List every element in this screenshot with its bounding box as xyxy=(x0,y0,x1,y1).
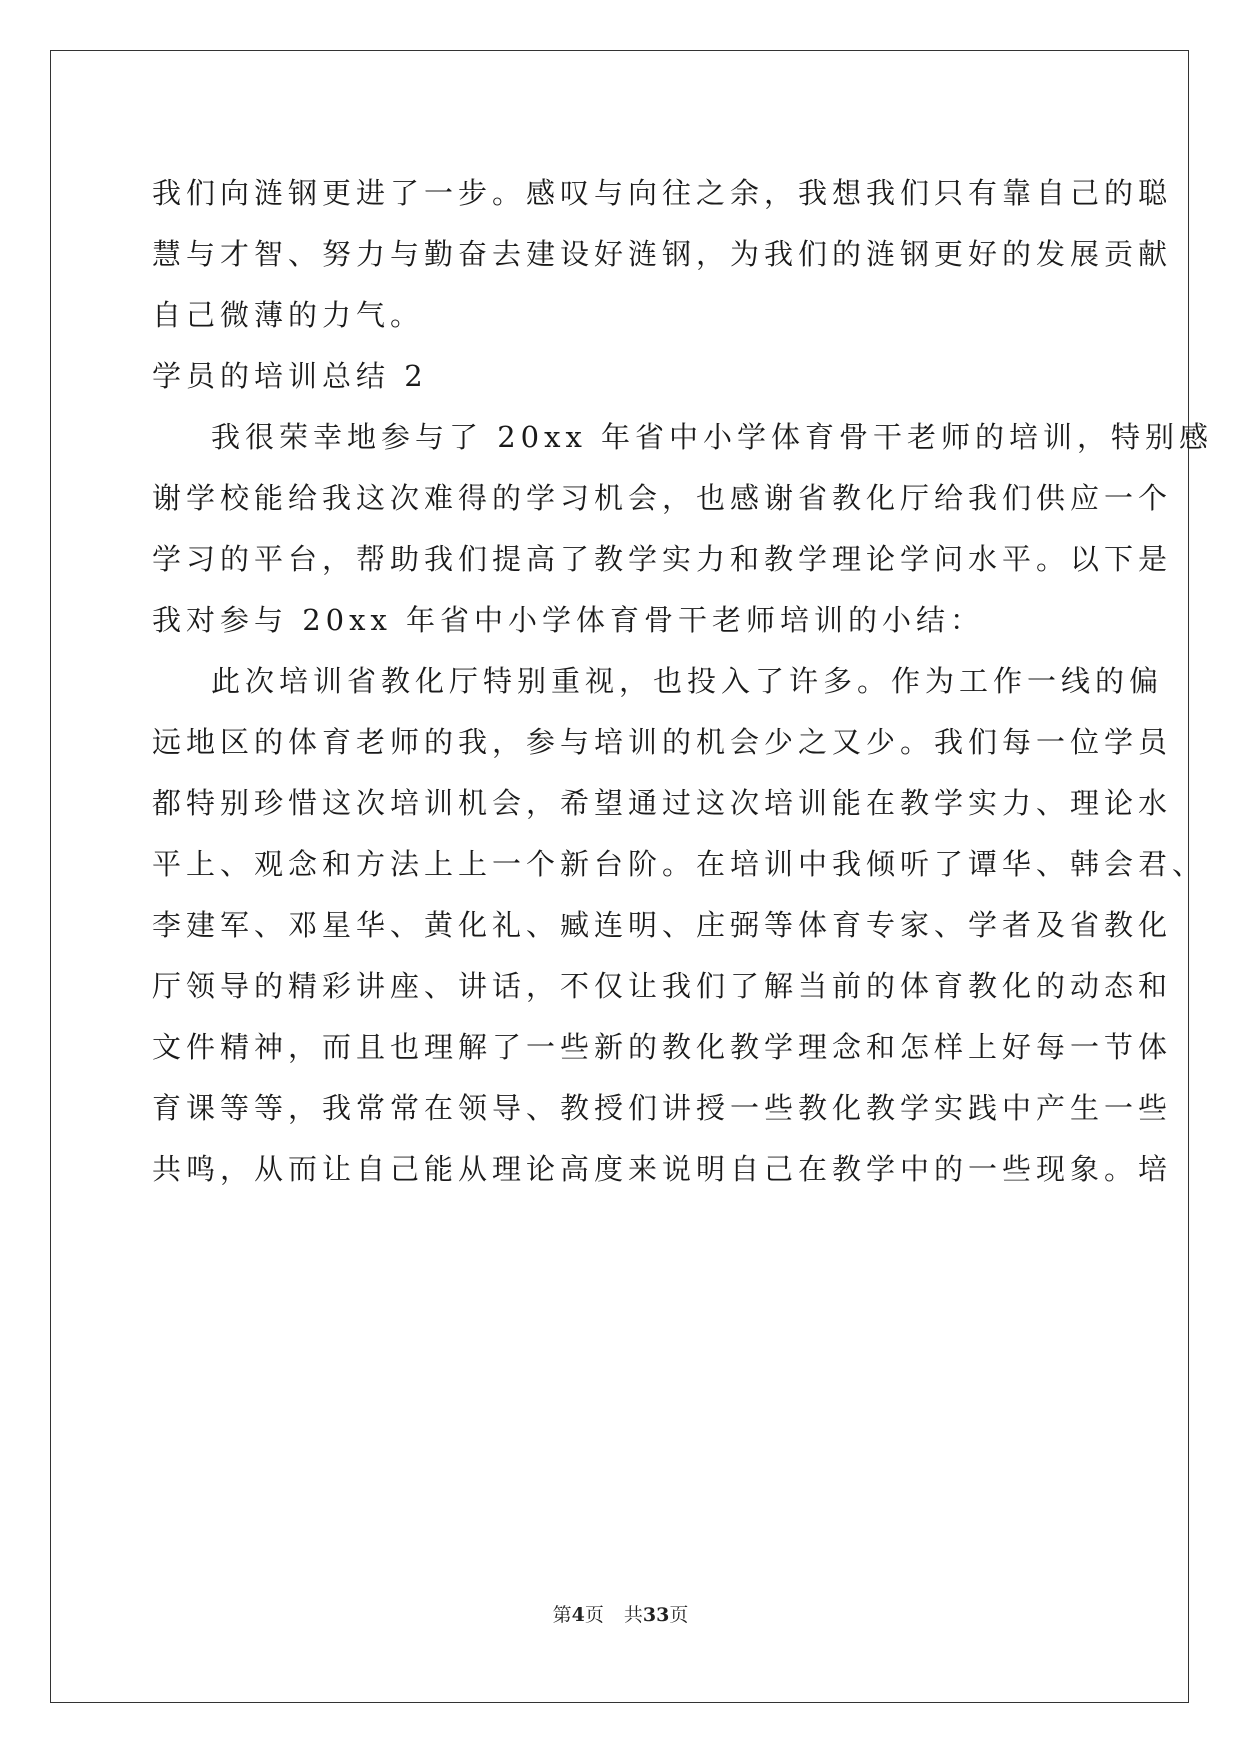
body-line: 慧与才智、努力与勤奋去建设好涟钢，为我们的涟钢更好的发展贡献 xyxy=(152,237,1173,271)
body-line: 文件精神，而且也理解了一些新的教化教学理念和怎样上好每一节体 xyxy=(152,1030,1173,1064)
body-line: 平上、观念和方法上上一个新台阶。在培训中我倾听了谭华、韩会君、 xyxy=(152,847,1207,881)
body-line: 都特别珍惜这次培训机会，希望通过这次培训能在教学实力、理论水 xyxy=(152,786,1173,820)
body-line: 厅领导的精彩讲座、讲话，不仅让我们了解当前的体育教化的动态和 xyxy=(152,969,1173,1003)
body-line: 我很荣幸地参与了 20xx 年省中小学体育骨干老师的培训，特别感 xyxy=(211,420,1214,454)
body-line: 共鸣，从而让自己能从理论高度来说明自己在教学中的一些现象。培 xyxy=(152,1152,1173,1186)
footer-page-suffix: 页 xyxy=(584,1604,604,1626)
body-line: 谢学校能给我这次难得的学习机会，也感谢省教化厅给我们供应一个 xyxy=(152,481,1173,515)
body-line: 学习的平台，帮助我们提高了教学实力和教学理论学问水平。以下是 xyxy=(152,542,1173,576)
body-line: 远地区的体育老师的我，参与培训的机会少之又少。我们每一位学员 xyxy=(152,725,1173,759)
page-footer xyxy=(0,1603,1241,1627)
body-line: 李建军、邓星华、黄化礼、臧连明、庄弼等体育专家、学者及省教化 xyxy=(152,908,1173,942)
body-line: 自己微薄的力气。 xyxy=(152,298,425,332)
section-heading: 学员的培训总结 2 xyxy=(152,359,428,393)
footer-prefix: 第 xyxy=(552,1604,572,1626)
body-line: 我们向涟钢更进了一步。感叹与向往之余，我想我们只有靠自己的聪 xyxy=(152,176,1173,210)
total-page-count: 33 xyxy=(642,1604,670,1626)
current-page-number: 4 xyxy=(571,1604,585,1626)
footer-total-prefix: 共 xyxy=(623,1604,643,1626)
body-line: 育课等等，我常常在领导、教授们讲授一些教化教学实践中产生一些 xyxy=(152,1091,1173,1125)
document-body xyxy=(152,163,1214,1200)
footer-total-suffix: 页 xyxy=(669,1604,689,1626)
body-line: 我对参与 20xx 年省中小学体育骨干老师培训的小结： xyxy=(152,603,985,637)
body-line: 此次培训省教化厅特别重视，也投入了许多。作为工作一线的偏 xyxy=(211,664,1164,698)
